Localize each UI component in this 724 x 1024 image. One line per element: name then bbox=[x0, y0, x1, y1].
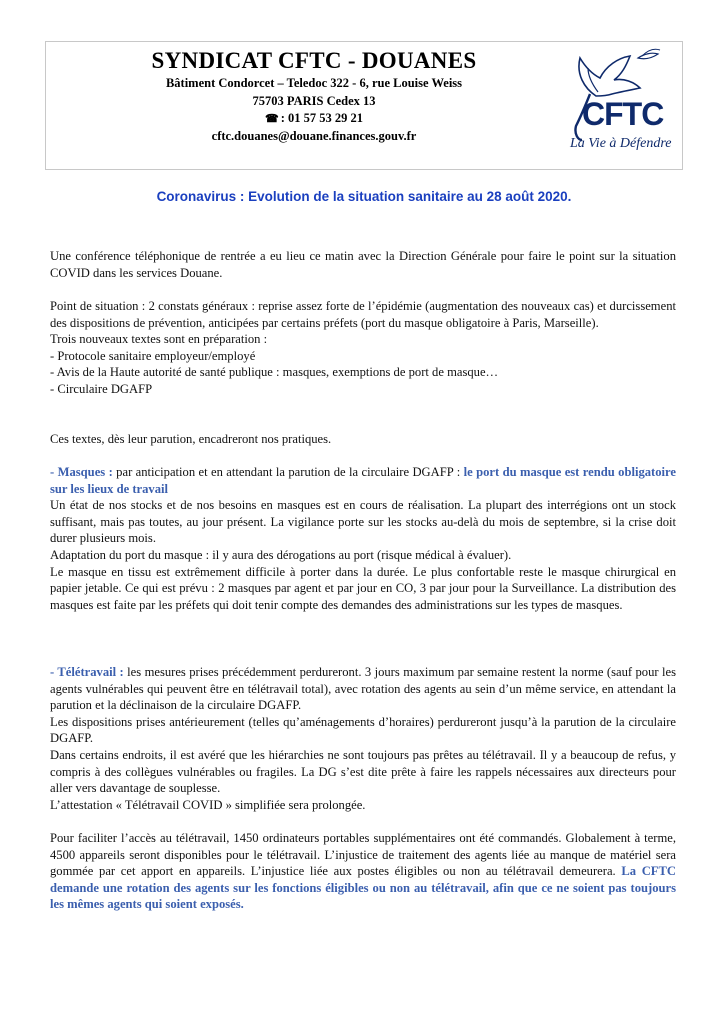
ces-textes-text: Ces textes, dès leur parution, encadreront nos pratiques. bbox=[50, 432, 332, 446]
document-title: Coronavirus : Evolution de la situation sanitaire au 28 août 2020. bbox=[156, 189, 572, 204]
masques-intro bbox=[50, 464, 676, 497]
list-item: - Protocole sanitaire employeur/employé bbox=[50, 348, 256, 363]
masques-adaptation: Adaptation du port du masque : il y aura des dérogations au port (risque médical à évaluer). bbox=[50, 547, 512, 562]
masques-heading: - Masques : bbox=[50, 465, 113, 479]
ordinateurs-text bbox=[50, 830, 676, 913]
paragraph-ces-textes bbox=[50, 431, 676, 448]
letterhead bbox=[45, 41, 683, 170]
list-item: - Avis de la Haute autorité de santé publique : masques, exemptions de port de masque… bbox=[50, 365, 499, 380]
org-title: SYNDICAT CFTC - DOUANES bbox=[151, 48, 477, 73]
section-teletravail bbox=[50, 664, 676, 813]
paragraph-situation bbox=[50, 298, 676, 398]
masques-text: par anticipation et en attendant la parution de la circulaire DGAFP : bbox=[112, 465, 464, 479]
situation-text: Point de situation : 2 constats généraux : reprise assez forte de l’épidémie (augmentation des nouveaux cas) et durcissement des dispositions de prévention, anticipées par certains préfets (port du masque obligatoire à Paris, Marseille). bbox=[50, 299, 676, 330]
teletravail-text: les mesures prises précédemment perdureront. 3 jours maximum par semaine restent la norme (sauf pour les agents vulnérables qui peuvent être en télétravail total), avec rotation des agents au sein d’un même service, en attendant la parution et la déclinaison de la circulaire DGAFP. bbox=[50, 665, 676, 713]
teletravail-attestation: L’attestation « Télétravail COVID » simplifiée sera prolongée. bbox=[50, 797, 366, 812]
paragraph-intro bbox=[50, 248, 676, 281]
address-city: 75703 PARIS Cedex 13 bbox=[252, 94, 376, 108]
masques-emphasis: le port du masque est rendu obligatoire sur les lieux de travail bbox=[50, 465, 676, 496]
cftc-demand: La CFTC demande une rotation des agents sur les fonctions éligibles ou non au télétravail, afin que ce ne soient pas toujours les mêmes agents qui soient exposés. bbox=[50, 864, 676, 912]
cftc-logo bbox=[526, 44, 676, 166]
masques-tissu: Le masque en tissu est extrêmement difficile à porter dans la durée. Le plus confortable reste le masque chirurgical en papier jetable. Ce qui est prévu : 2 masques par agent et par jour en CO, 3 par jour pour la Surveillance. La distribution des masques est faite par les préfets qui doit tenir compte des demandes des administrations sur les types de masques. bbox=[50, 564, 676, 612]
masques-stocks: Un état de nos stocks et de nos besoins en masques est en cours de réalisation. La plupart des interrégions ont un stock suffisant, mais pas toutes, au jour présent. La vigilance porte sur les stocks au-delà du mois de septembre, si la crise doit durer plusieurs mois. bbox=[50, 498, 676, 546]
email-address[interactable]: cftc.douanes@douane.finances.gouv.fr bbox=[211, 129, 417, 143]
phone-line bbox=[104, 111, 524, 126]
teletravail-hierarchies: Dans certains endroits, il est avéré que les hiérarchies ne sont toujours pas prêtes au télétravail. Il y a beaucoup de refus, y compris à des collègues vulnérables ou fragiles. La DG s’est dite prête à faire les rappels nécessaires aux directeurs pour aller vers davantage de souplesse. bbox=[50, 747, 676, 796]
teletravail-intro bbox=[50, 664, 676, 714]
phone-number: : 01 57 53 29 21 bbox=[280, 111, 363, 125]
paragraph-ordinateurs bbox=[50, 830, 676, 913]
phone-icon: ☎ bbox=[265, 113, 279, 125]
list-item: - Circulaire DGAFP bbox=[50, 381, 153, 396]
logo-slogan: La Vie à Défendre bbox=[570, 136, 672, 151]
teletravail-heading: - Télétravail : bbox=[50, 665, 124, 679]
logo-text: CFTC bbox=[582, 96, 664, 132]
three-texts-intro: Trois nouveaux textes sont en préparation : bbox=[50, 332, 268, 347]
teletravail-dispositions: Les dispositions prises antérieurement (telles qu’aménagements d’horaires) perdureront jusqu’à la parution de la circulaire DGAFP. bbox=[50, 714, 676, 746]
address-line: Bâtiment Condorcet – Teledoc 322 - 6, rue Louise Weiss bbox=[165, 76, 463, 90]
section-masques bbox=[50, 464, 676, 613]
ordinateurs-body: Pour faciliter l’accès au télétravail, 1450 ordinateurs portables supplémentaires ont été commandés. Globalement à terme, 4500 appareils seront disponibles pour le télétravail. L’injustice de traitement des agents liée au manque de matériel sera gommée par cet apport en appareils. L’injustice liée aux postes éligibles ou non au télétravail demeurera. bbox=[50, 831, 676, 879]
intro-text: Une conférence téléphonique de rentrée a eu lieu ce matin avec la Direction Générale pour faire le point sur la situation COVID dans les services Douane. bbox=[50, 249, 676, 280]
